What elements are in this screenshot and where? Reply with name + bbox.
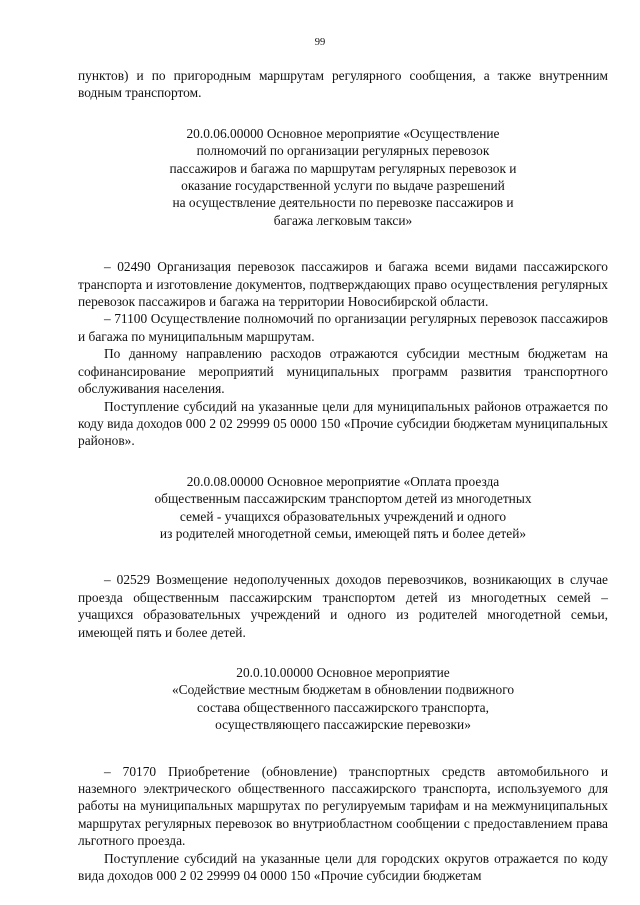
heading-line: общественным пассажирским транспортом детей из многодетных [154,491,532,507]
document-body [78,67,608,884]
heading-line: 20.0.08.00000 Основное мероприятие «Оплата проезда [186,473,500,489]
paragraph-70170: – 70170 Приобретение (обновление) транспортных средств автомобильного и наземного электрического общественного пассажирского транспорта, используемого для работы на муниципальных маршрутах по регулируемым тарифам и на межмуниципальных маршрутах регулярных перевозок во внутриобластном сообщении с предоставлением права льготного проезда. [78,763,608,849]
page-number: 99 [314,37,326,48]
heading-line: из родителей многодетной семьи, имеющей пять и более детей» [159,525,527,541]
paragraph-subsidies: По данному направлению расходов отражаются субсидии местным бюджетам на софинансирование мероприятий муниципальных программ развития транспортного обслуживания населения. [78,346,608,397]
heading-line: оказание государственной услуги по выдаче разрешений [181,178,505,194]
heading-line: на осуществление деятельности по перевозке пассажиров и [172,195,514,211]
heading-line: осуществляющего пассажирские перевозки» [215,717,471,733]
heading-line: пассажиров и багажа по маршрутам регулярных перевозок и [169,160,517,176]
paragraph-71100: – 71100 Осуществление полномочий по организации регулярных перевозок пассажиров и багажа по муниципальным маршрутам. [78,311,608,344]
section-heading-20-0-10 [78,664,608,734]
paragraph-revenue-code-05: Поступление субсидий на указанные цели для муниципальных районов отражается по коду вида доходов 000 2 02 29999 05 0000 150 «Прочие субсидии бюджетам муниципальных районов». [78,398,608,449]
intro-paragraph: пунктов) и по пригородным маршрутам регулярного сообщения, а также внутренним водным транспортом. [78,68,608,101]
section-heading-20-0-08 [78,473,608,543]
heading-line: багажа легковым такси» [273,212,413,228]
paragraph-02529: – 02529 Возмещение недополученных доходов перевозчиков, возникающих в случае проезда общественным пассажирским транспортом детей из многодетных семей – учащихся образовательных учреждений и одного из родителей многодетной семьи, имеющей пять и более детей. [78,572,608,640]
heading-line: 20.0.06.00000 Основное мероприятие «Осуществление [186,125,500,141]
heading-line: полномочий по организации регулярных перевозок [196,143,490,159]
paragraph-revenue-code-04: Поступление субсидий на указанные цели для городских округов отражается по коду вида доходов 000 2 02 29999 04 0000 150 «Прочие субсидии бюджетам [78,850,608,884]
heading-line: семей - учащихся образовательных учреждений и одного [179,508,507,524]
paragraph-02490: – 02490 Организация перевозок пассажиров и багажа всеми видами пассажирского транспорта и изготовление документов, подтверждающих право осуществления регулярных перевозок пассажиров и багажа на территории Новосибирской области. [78,259,608,310]
heading-line: состава общественного пассажирского транспорта, [197,699,489,715]
heading-line: 20.0.10.00000 Основное мероприятие [236,664,450,680]
section-heading-20-0-06 [78,125,608,229]
heading-line: «Содействие местным бюджетам в обновлении подвижного [171,682,515,698]
